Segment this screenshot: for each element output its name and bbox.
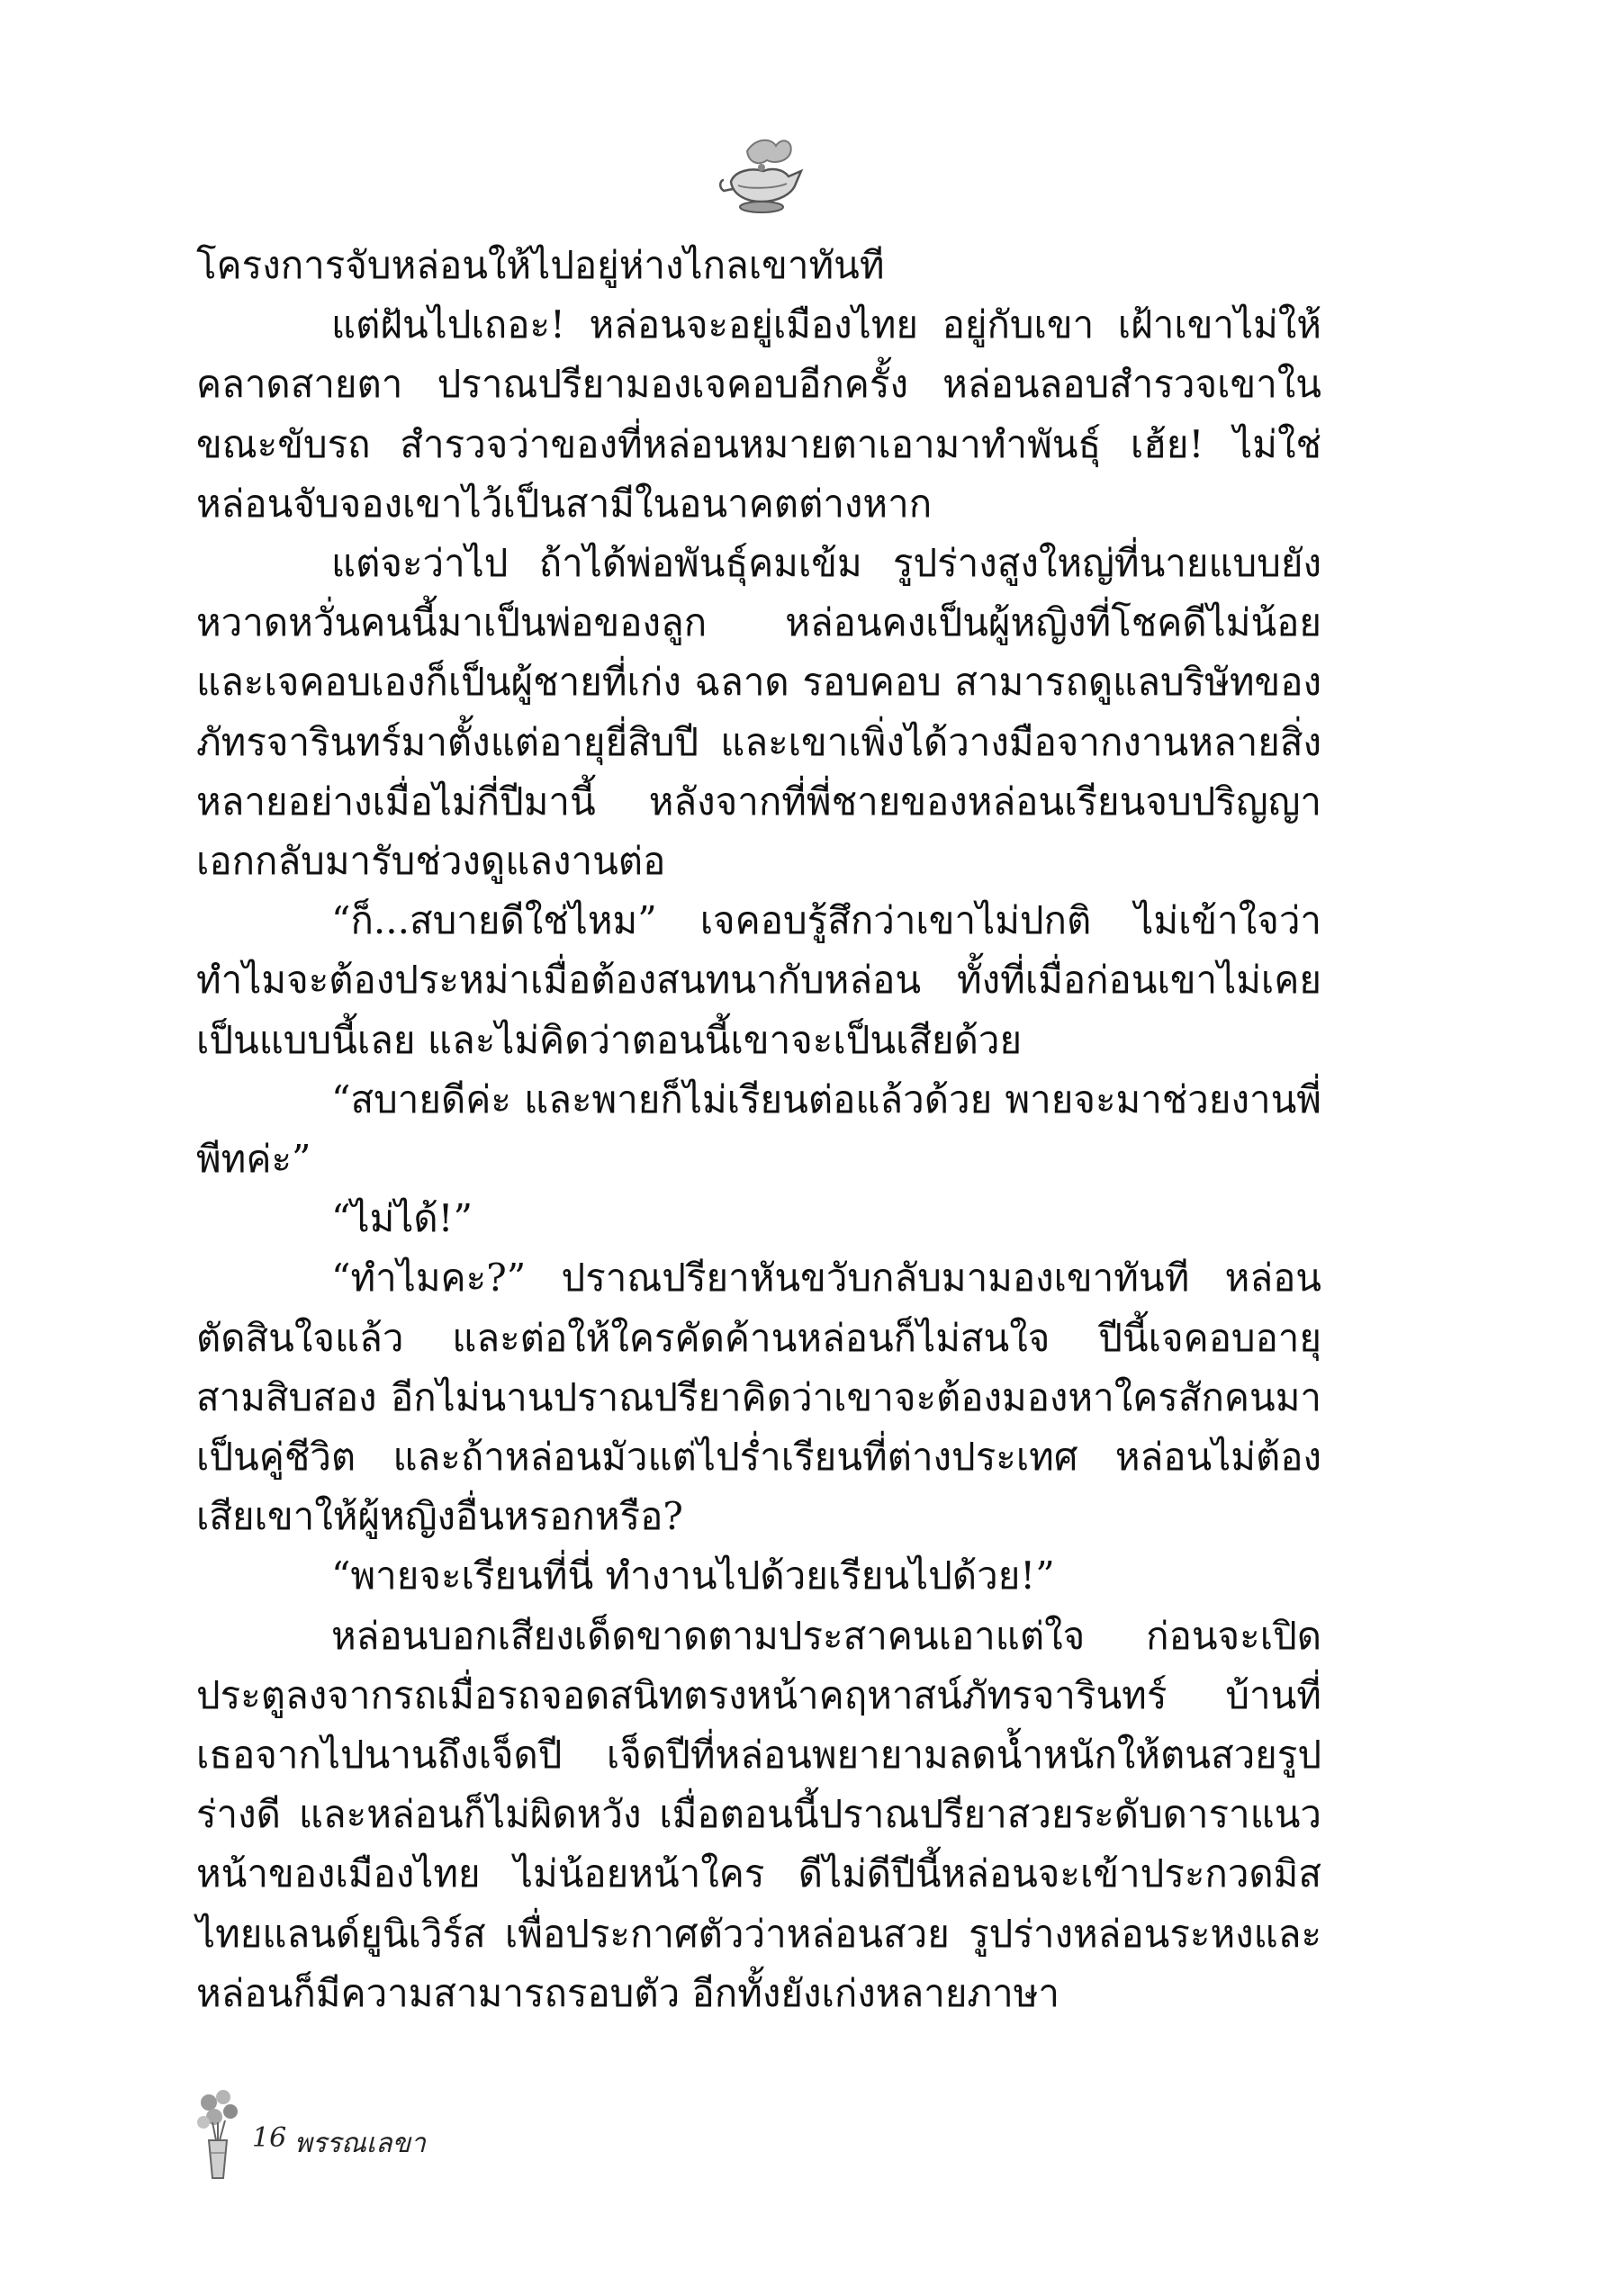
paragraph: หล่อนบอกเสียงเด็ดขาดตามประสาคนเอาแต่ใจ ก่อนจะเปิดประตูลงจากรถเมื่อรถจอดสนิทตรงหน้าคฤหาสน์ภัทรจารินทร์ บ้านที่เธอจากไปนานถึงเจ็ดปี เจ็ดปีที่หล่อนพยายามลดน้ำหนักให้ตนสวยรูปร่างดี และหล่อนก็ไม่ผิดหวัง เมื่อตอนนี้ปราณปรียาสวยระดับดาราแนวหน้าของเมืองไทย ไม่น้อยหน้าใคร ดีไม่ดีปีนี้หล่อนจะเข้าประกวดมิสไทยแลนด์ยูนิเวิร์ส เพื่อประกาศตัวว่าหล่อนสวย รูปร่างหล่อนระหงและหล่อนก็มีความสามารถรอบตัว อีกทั้งยังเก่งหลายภาษา <box>196 1613 1321 2015</box>
genie-lamp-icon <box>711 135 810 221</box>
paragraph: “ไม่ได้!” <box>331 1196 473 1241</box>
paragraph: “ทำไมคะ?” ปราณปรียาหันขวับกลับมามองเขาทันที หล่อนตัดสินใจแล้ว และต่อให้ใครคัดค้านหล่อนก็ไม่สนใจ ปีนี้เจคอบอายุสามสิบสอง อีกไม่นานปราณปรียาคิดว่าเขาจะต้องมองหาใครสักคนมาเป็นคู่ชีวิต และถ้าหล่อนมัวแต่ไปร่ำเรียนที่ต่างประเทศ หล่อนไม่ต้องเสียเขาให้ผู้หญิงอื่นหรอกหรือ? <box>196 1256 1321 1539</box>
paragraph: แต่จะว่าไป ถ้าได้พ่อพันธุ์คมเข้ม รูปร่างสูงใหญ่ที่นายแบบยังหวาดหวั่นคนนี้มาเป็นพ่อของลูก หล่อนคงเป็นผู้หญิงที่โชคดีไม่น้อย และเจคอบเองก็เป็นผู้ชายที่เก่ง ฉลาด รอบคอบ สามารถดูแลบริษัทของภัทรจารินทร์มาตั้งแต่อายุยี่สิบปี และเขาเพิ่งได้วางมือจากงานหลายสิ่งหลายอย่างเมื่อไม่กี่ปีมานี้ หลังจากที่พี่ชายของหล่อนเรียนจบปริญญาเอกกลับมารับช่วงดูแลงานต่อ <box>196 541 1321 884</box>
body-text <box>196 236 1321 2023</box>
page-footer <box>191 2086 731 2185</box>
paragraph: “ก็...สบายดีใช่ไหม” เจคอบรู้สึกว่าเขาไม่ปกติ ไม่เข้าใจว่าทำไมจะต้องประหม่าเมื่อต้องสนทนากับหล่อน ทั้งที่เมื่อก่อนเขาไม่เคยเป็นแบบนี้เลย และไม่คิดว่าตอนนี้เขาจะเป็นเสียด้วย <box>196 898 1321 1062</box>
book-title: พรรณเลขา <box>294 2128 426 2159</box>
paragraph: แต่ฝันไปเถอะ! หล่อนจะอยู่เมืองไทย อยู่กับเขา เฝ้าเขาไม่ให้คลาดสายตา ปราณปรียามองเจคอบอีกครั้ง หล่อนลอบสำรวจเขาในขณะขับรถ สำรวจว่าของที่หล่อนหมายตาเอามาทำพันธุ์ เฮ้ย! ไม่ใช่ หล่อนจับจองเขาไว้เป็นสามีในอนาคตต่างหาก <box>196 302 1321 526</box>
paragraph: “พายจะเรียนที่นี่ ทำงานไปด้วยเรียนไปด้วย!” <box>331 1553 1055 1598</box>
paragraph: โครงการจับหล่อนให้ไปอยู่ห่างไกลเขาทันที <box>196 243 885 287</box>
page-number: 16 <box>252 2122 287 2154</box>
flower-vase-icon <box>191 2086 245 2185</box>
paragraph: “สบายดีค่ะ และพายก็ไม่เรียนต่อแล้วด้วย พายจะมาช่วยงานพี่พีทค่ะ” <box>196 1076 1321 1182</box>
